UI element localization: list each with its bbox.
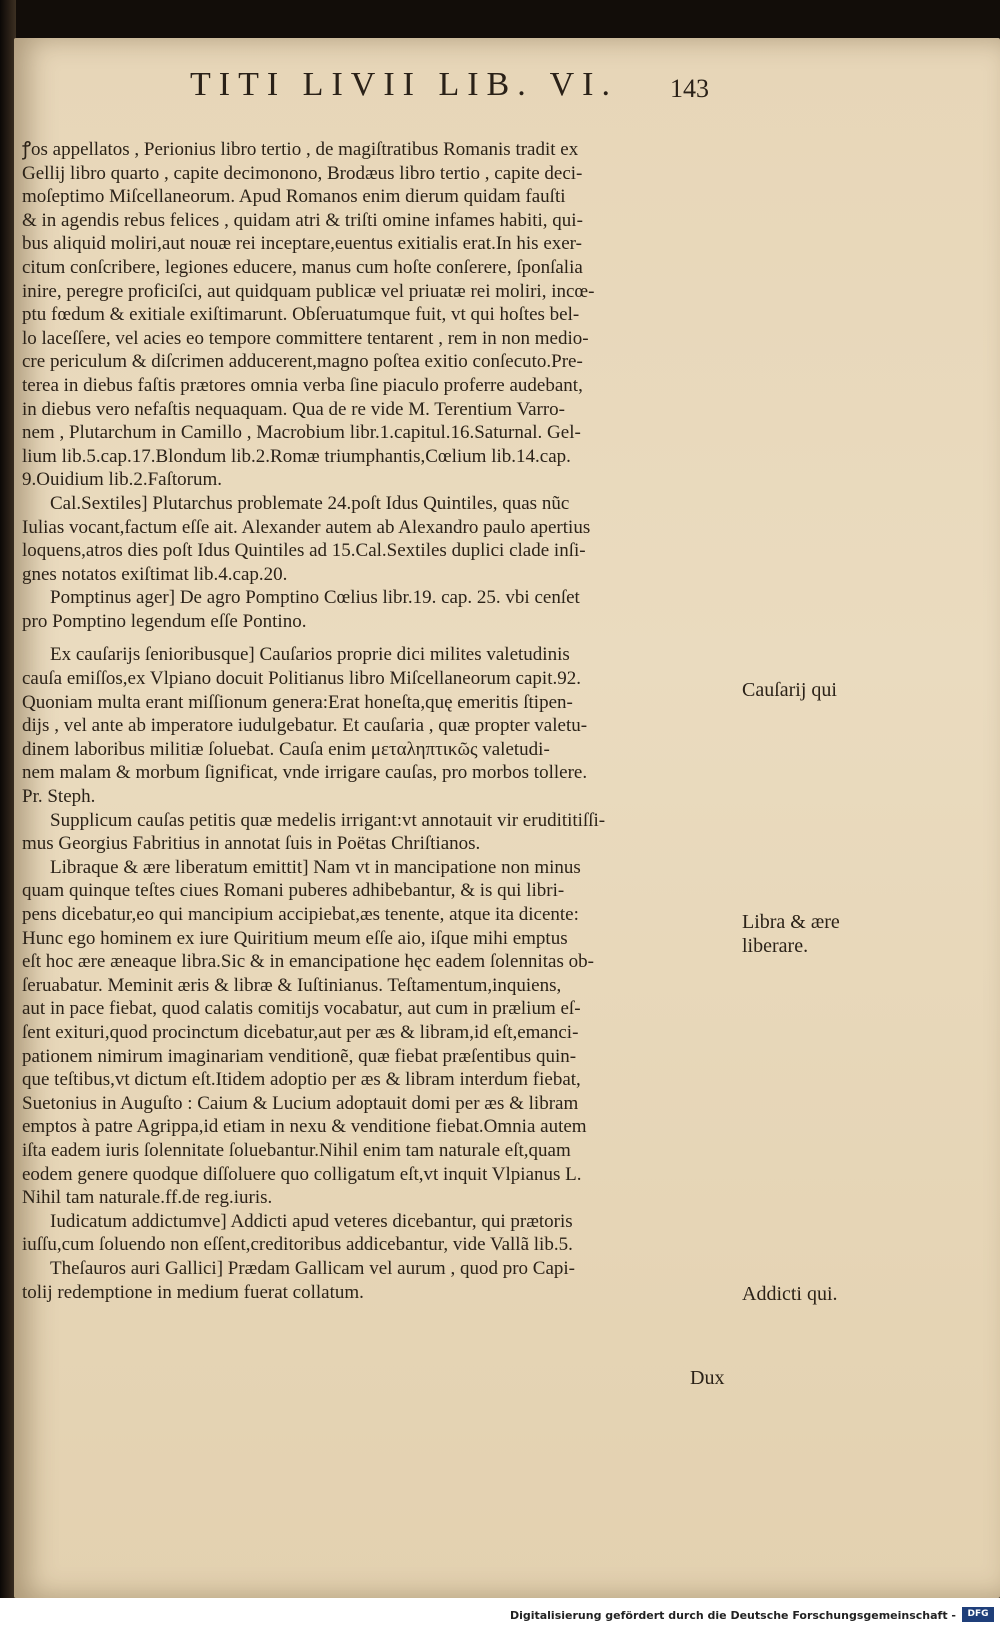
text-line: citum conſcribere, legiones educere, manus cum hoſte conſerere, ſponſalia xyxy=(22,256,583,278)
body-text xyxy=(22,138,736,1304)
lemma-line: Libraque & ære liberatum emittit] Nam vt in mancipatione non minus xyxy=(50,856,581,878)
text-line: tolij redemptione in medium fuerat collatum. xyxy=(22,1281,364,1303)
footer-bar xyxy=(0,1598,1000,1633)
catchword: Dux xyxy=(690,1367,725,1389)
text-line: Quoniam multa erant miſſionum genera:Erat honeſta,quę emeritis ſtipen- xyxy=(22,691,573,713)
text-line: nem , Plutarchum in Camillo , Macrobium libr.1.capitul.16.Saturnal. Gel- xyxy=(22,422,581,444)
text-line: moſeptimo Miſcellaneorum. Apud Romanos enim dierum quidam fauſti xyxy=(22,186,566,208)
text-line: Iulias vocant,factum eſſe ait. Alexander autem ab Alexandro paulo apertius xyxy=(22,516,591,538)
text-line: dinem laboribus militiæ ſoluebat. Cauſa enim μεταληπτικῶς valetudi- xyxy=(22,738,550,760)
text-line: lium lib.5.cap.17.Blondum lib.2.Romæ triumphantis,Cœlium lib.14.cap. xyxy=(22,445,571,467)
text-line: ꝭos appellatos , Perionius libro tertio , de magiſtratibus Romanis tradit ex xyxy=(22,139,579,160)
lemma-line: Pomptinus ager] De agro Pomptino Cœlius libr.19. cap. 25. vbi cenſet xyxy=(50,587,580,609)
text-line: 9.Ouidium lib.2.Faſtorum. xyxy=(22,469,223,491)
text-line: & in agendis rebus felices , quidam atri & triſti omine infames habiti, qui- xyxy=(22,209,583,231)
text-line: cre periculum & diſcrimen adducerent,magno poſtea exitio conſecuto.Pre- xyxy=(22,351,583,373)
text-line: pro Pomptino legendum eſſe Pontino. xyxy=(22,610,307,632)
margin-note: Addicti qui. xyxy=(742,1283,838,1305)
lemma-line: Theſauros auri Gallici] Prædam Gallicam vel aurum , quod pro Capi- xyxy=(50,1257,575,1279)
margin-note: liberare. xyxy=(742,935,809,957)
text-line: ſent exituri,quod procinctum dicebatur,aut per æs & libram,id eſt,emanci- xyxy=(22,1021,579,1043)
text-line: mus Georgius Fabritius in annotat ſuis in Poëtas Chriſtianos. xyxy=(22,833,481,855)
margin-note: Libra & ære xyxy=(742,911,840,933)
text-line: in diebus vero nefaſtis nequaquam. Qua de re vide M. Terentium Varro- xyxy=(22,398,566,420)
running-head: TITI LIVII LIB. VI. xyxy=(190,66,619,103)
text-line: Gellij libro quarto , capite decimonono, Brodæus libro tertio , capite deci- xyxy=(22,162,583,184)
text-line: Suetonius in Auguſto : Caium & Lucium adoptauit domi per æs & libram xyxy=(22,1092,579,1114)
text-line: emptos à patre Agrippa,id etiam in nexu & venditione fiebat.Omnia autem xyxy=(22,1116,587,1138)
text-line: Pr. Steph. xyxy=(22,786,96,808)
text-line: quam quinque teſtes ciues Romani puberes adhibebantur, & is qui libri- xyxy=(22,880,565,902)
text-line: Hunc ego hominem ex iure Quiritium meum eſſe aio, iſque mihi emptus xyxy=(22,927,568,949)
text-line: ſeruabatur. Meminit æris & libræ & Iuſtinianus. Teſtamentum,inquiens, xyxy=(22,974,562,996)
text-line: bus aliquid moliri,aut nouæ rei inceptare,euentus exitialis erat.In his exer- xyxy=(22,233,582,255)
funding-notice: Digitalisierung gefördert durch die Deutsche Forschungsgemeinschaft - xyxy=(509,1609,956,1622)
dfg-logo: DFG xyxy=(962,1607,994,1622)
text-line: Supplicum cauſas petitis quæ medelis irrigant:vt annotauit vir erudititiſſi- xyxy=(50,809,606,831)
image-top-background xyxy=(0,0,1000,40)
text-line: iſta eadem iuris ſolennitate ſoluebantur.Nihil enim tam naturale eſt,quam xyxy=(22,1139,571,1161)
text-line: loquens,atros dies poſt Idus Quintiles ad 15.Cal.Sextiles duplici clade inſi- xyxy=(22,540,586,562)
text-line: ptu fœdum & exitiale exiſtimarunt. Obſeruatumque fuit, vt qui hoſtes bel- xyxy=(22,304,580,326)
text-line: iuſſu,cum ſoluendo non eſſent,creditoribus addicebantur, vide Vallã lib.5. xyxy=(22,1234,573,1256)
text-line: terea in diebus faſtis prætores omnia verba ſine piaculo proferre audebant, xyxy=(22,374,583,396)
text-line: Nihil tam naturale.ff.de reg.iuris. xyxy=(22,1187,273,1209)
text-line: cauſa emiſſos,ex Vlpiano docuit Politianus libro Miſcellaneorum capit.92. xyxy=(22,668,581,690)
text-line: pationem nimirum imaginariam venditionẽ, quæ fiebat præſentibus quin- xyxy=(22,1045,577,1067)
margin-note: Cauſarij qui xyxy=(742,679,837,701)
lemma-line: Cal.Sextiles] Plutarchus problemate 24.poſt Idus Quintiles, quas nũc xyxy=(50,492,570,514)
text-line: pens dicebatur,eo qui mancipium accipiebat,æs tenente, atque ita dicente: xyxy=(22,904,579,925)
text-line: que teſtibus,vt dictum eſt.Itidem adoptio per æs & libram interdum fiebat, xyxy=(22,1069,581,1091)
text-line: lo laceſſere, vel acies eo tempore committere tentarent , rem in non medio- xyxy=(22,327,589,349)
lemma-line: Iudicatum addictumve] Addicti apud veteres dicebantur, qui prætoris xyxy=(50,1210,573,1232)
text-line: eſt hoc ære æneaque libra.Sic & in emancipatione hęc eadem ſolennitas ob- xyxy=(22,951,594,973)
text-line: gnes notatos exiſtimat lib.4.cap.20. xyxy=(22,563,288,585)
text-line: eodem genere quodque diſſoluere quo colligatum eſt,vt inquit Vlpianus L. xyxy=(22,1163,582,1185)
page-number: 143 xyxy=(670,74,709,103)
text-line: aut in pace fiebat, quod calatis comitijs vocabatur, aut cum in prælium eſ- xyxy=(22,998,581,1020)
lemma-line: Ex cauſarijs ſenioribusque] Cauſarios proprie dici milites valetudinis xyxy=(50,644,570,666)
text-line: inire, peregre proficiſci, aut quidquam publicæ vel priuatæ rei moliri, incœ- xyxy=(22,280,595,302)
text-line: dijs , vel ante ab imperatore iudulgebatur. Et cauſaria , quæ propter valetu- xyxy=(22,715,588,737)
text-line: nem malam & morbum ſignificat, vnde irrigare cauſas, pro morbos tollere. xyxy=(22,762,588,784)
